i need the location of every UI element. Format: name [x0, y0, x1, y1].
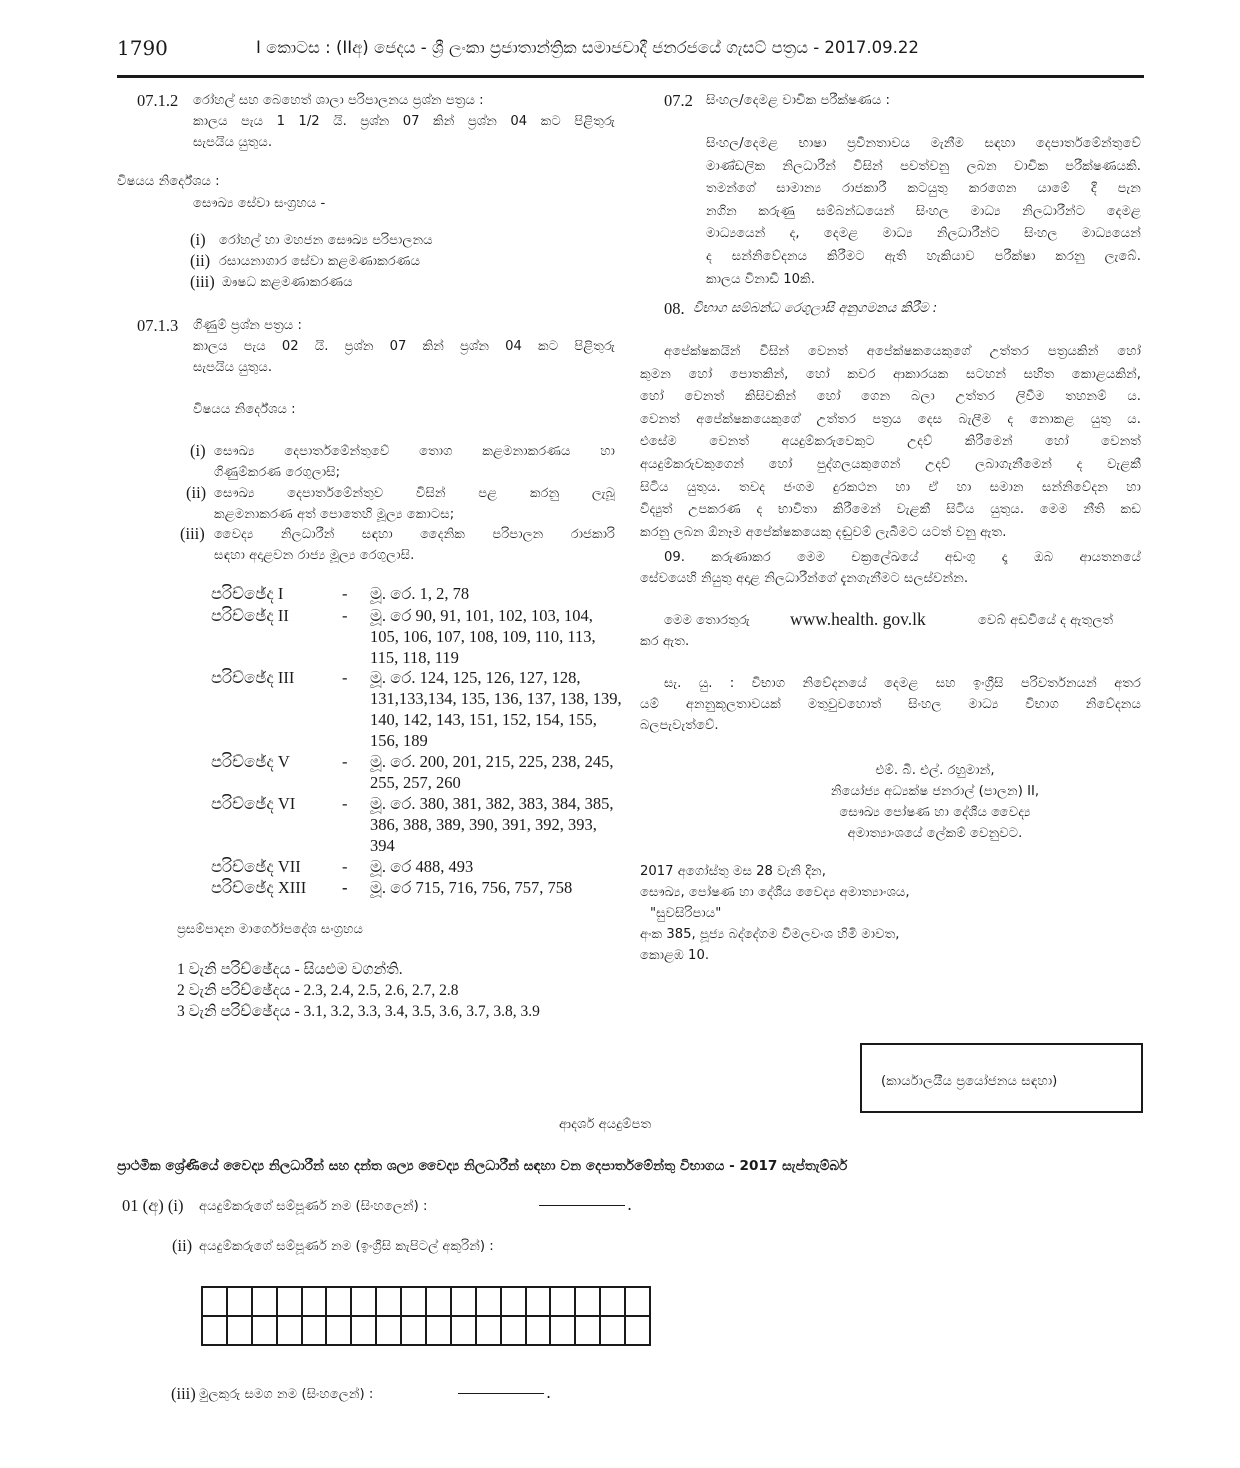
question-label: අයදුම්කරුගේ සම්පූර්ණ නම (සිංහලෙන්) : — [199, 1199, 428, 1214]
chapter-rules: 156, 189 — [370, 731, 428, 750]
address-line: 2017 අගෝස්තු මස 28 වැනි දින, — [640, 864, 826, 879]
syllabus-heading: විෂයය නිර්දේශය : — [117, 174, 220, 189]
question-number: (iii) — [171, 1384, 196, 1403]
procurement-line: 2 වැනි පරිච්ඡේදය - 2.3, 2.4, 2.5, 2.6, 2.7, 2.8 — [177, 982, 459, 999]
section-title: රෝහල් සහ බෙහෙත් ශාලා පරිපාලනය ප්‍රශ්න පත්‍රය : — [193, 93, 484, 108]
item-number: (iii) — [180, 524, 205, 543]
letter-cell[interactable] — [501, 1287, 526, 1316]
section-number: 07.1.3 — [137, 316, 179, 335]
letter-cell[interactable] — [202, 1287, 227, 1316]
website-url: www.health. gov.lk — [790, 609, 926, 629]
chapter-label: පරිච්ඡේද VII — [211, 857, 301, 876]
grid-row — [202, 1287, 650, 1316]
office-use-label: (කාර්යාලයීය ප්‍රයෝජනය සඳහා) — [881, 1074, 1058, 1089]
page-number: 1790 — [117, 36, 168, 60]
chapter-rules: මූ. රෙ. 200, 201, 215, 225, 238, 245, — [370, 752, 614, 771]
paragraph-line: වෙනත් අපේක්ෂකයෙකුගේ උත්තර පත්‍රය දෙස බැලීම ද නොකළ යුතු ය. — [640, 411, 1141, 427]
letter-cell[interactable] — [326, 1316, 351, 1345]
question-label: මුලකුරු සමග නම (සිංහලෙන්) : — [199, 1387, 374, 1402]
paragraph-line: කාලය විනාඩි 10කි. — [706, 271, 815, 287]
section-paragraph — [706, 133, 1141, 291]
capital-letters-grid[interactable] — [201, 1286, 651, 1346]
chapter-label: පරිච්ඡේද VI — [211, 794, 296, 813]
letter-cell[interactable] — [277, 1287, 302, 1316]
web-text-pre: මෙම තොරතුරු — [664, 613, 750, 628]
note-line: බලපැවැත්වේ. — [640, 718, 719, 733]
letter-cell[interactable] — [277, 1316, 302, 1345]
chapter-rules: 394 — [370, 836, 395, 855]
chapter-rules: 140, 142, 143, 151, 152, 154, 155, — [370, 710, 597, 729]
letter-cell[interactable] — [227, 1316, 252, 1345]
address-line: සෞඛ්‍ය, පෝෂණ හා දේශීය වෛද්‍ය අමාත්‍යාංශය, — [640, 885, 910, 900]
paragraph-line: ද සන්නිවේදනය කිරීමට ඇති හැකියාව පරීක්ෂා කරනු ලැබේ. — [706, 248, 1141, 264]
item-text: කළමනාකරණ අත් පොතෙහි මූල්‍ය කොටස; — [214, 507, 455, 522]
chapter-rules: මූ. රෙ 90, 91, 101, 102, 103, 104, — [370, 606, 593, 625]
paragraph-line: අපේක්ෂකයින් විසින් වෙනත් අපේක්ෂකයෙකුගේ උත්තර පත්‍රයකින් හෝ — [664, 344, 1141, 359]
letter-cell[interactable] — [600, 1316, 625, 1345]
signature-block — [790, 760, 1080, 844]
letter-cell[interactable] — [526, 1316, 551, 1345]
grid-row — [202, 1316, 650, 1345]
section-paragraph — [640, 341, 1141, 544]
letter-cell[interactable] — [600, 1287, 625, 1316]
section-number: 08. — [664, 299, 685, 318]
letter-cell[interactable] — [376, 1316, 401, 1345]
paragraph-line: කරනු ලබන ඕනෑම අපේක්ෂකයෙකු දඬුවම් ලැබීමට යටත් වනු ඇත. — [640, 524, 1007, 540]
item-number: (iii) — [190, 272, 215, 291]
answer-blank[interactable]: . — [456, 1383, 551, 1402]
address-line: කොළඹ 10. — [640, 948, 710, 963]
paragraph-line: විද්‍යුත් උපකරණ ද භාවිතා කිරීමෙන් වැළකී සිටිය යුතුය. මෙම නීති කඩ — [640, 502, 1141, 518]
letter-cell[interactable] — [202, 1316, 227, 1345]
letter-cell[interactable] — [426, 1316, 451, 1345]
letter-cell[interactable] — [401, 1287, 426, 1316]
letter-cell[interactable] — [326, 1287, 351, 1316]
item-text: ඖෂධ කළමණාකරණය — [222, 275, 353, 290]
paragraph-line: මාණ්ඩලික නිලධාරීන් විසින් පවත්වනු ලබන වාචික පරීක්ෂණයකි. — [706, 158, 1141, 174]
paragraph-line: සිංහල/දෙමළ භාෂා ප්‍රවීනතාවය මැනීම සඳහා දෙපාර්තමේන්තුවේ — [706, 136, 1141, 151]
chapter-rules: 131,133,134, 135, 136, 137, 138, 139, — [370, 689, 622, 708]
paragraph-line: හෝ වෙනත් කිසිවකින් හෝ ගෙන බලා උත්තර ලිවීම තහනම් ය. — [640, 389, 1141, 405]
letter-cell[interactable] — [252, 1287, 277, 1316]
section-text: සේවයෙහි නියුතු අදාළ නිලධාරීන්ගේ දැනගැනීමට සලස්වන්න. — [640, 571, 969, 586]
web-text-post: වෙබ් අඩවියේ ද ඇතුලත් — [978, 613, 1114, 628]
letter-cell[interactable] — [550, 1287, 575, 1316]
letter-cell[interactable] — [302, 1287, 327, 1316]
item-text: සෞඛ්‍ය දෙපාර්තමේන්තුව විසින් පළ කරනු ලැබූ — [214, 486, 615, 501]
chapter-dash: - — [342, 878, 348, 897]
web-text-line2: කර ඇත. — [640, 634, 690, 649]
paragraph-line: සිටිය යුතුය. තවද ජංගම දුරකථන හා ඒ හා සමාන සන්නිවේදන හා — [640, 479, 1141, 495]
chapter-label: පරිච්ඡේද XIII — [211, 878, 307, 897]
paragraph-line: මාධ්‍යයෙන් ද, දෙමළ මාධ්‍ය නිලධාරීන්ට සිංහල මාධ්‍යයෙන් — [706, 226, 1141, 242]
letter-cell[interactable] — [451, 1316, 476, 1345]
chapter-rules: මූ. රෙ. 124, 125, 126, 127, 128, — [370, 668, 581, 687]
letter-cell[interactable] — [351, 1316, 376, 1345]
item-text: වෛද්‍ය නිලධාරීන් සඳහා දෛනික පරිපාලන රාජකාරි — [214, 527, 615, 542]
item-number: (ii) — [186, 483, 207, 502]
section-text: සැපයිය යුතුය. — [193, 360, 273, 375]
letter-cell[interactable] — [451, 1287, 476, 1316]
chapter-dash: - — [342, 584, 348, 603]
chapter-label: පරිච්ඡේද V — [211, 752, 290, 771]
question-number: (ii) — [172, 1236, 193, 1255]
section-text: 09. කරුණාකර මෙම චක්‍රලේඛයේ අඩංගු දෑ ඔබ ආයතනයේ — [664, 550, 1141, 565]
chapter-rules: 255, 257, 260 — [370, 773, 461, 792]
signatory-title: නියෝජ්‍ය අධ්‍යක්ෂ ජනරාල් (පාලන) II, — [830, 784, 1040, 799]
signatory-name: එම්. බී. එල්. රහුමාන්, — [875, 763, 995, 778]
section-text: සැපයිය යුතුය. — [193, 135, 273, 150]
letter-cell[interactable] — [426, 1287, 451, 1316]
form-title: ආදර්ශ අයදුම්පත — [559, 1117, 652, 1132]
question-label: අයදුම්කරුගේ සම්පූර්ණ නම (ඉංග්‍රීසි කැපිටල් අකුරින්) : — [199, 1239, 494, 1254]
letter-cell[interactable] — [526, 1287, 551, 1316]
letter-cell[interactable] — [227, 1287, 252, 1316]
item-text: සඳහා අදාළවන රාජ්‍ය මූල්‍ය රෙගුලාසි. — [214, 548, 415, 563]
letter-cell[interactable] — [351, 1287, 376, 1316]
item-text: සෞඛ්‍ය දෙපාර්තමේන්තුවේ තොග කළමනාකරණය හා — [214, 444, 615, 459]
letter-cell[interactable] — [501, 1316, 526, 1345]
letter-cell[interactable] — [550, 1316, 575, 1345]
note-line: යම් අනනුකූලතාවයක් මතුවුවහොත් සිංහල මාධ්‍ය විභාග නිවේදනය — [640, 697, 1141, 712]
chapter-dash: - — [342, 794, 348, 813]
item-number: (i) — [190, 230, 206, 249]
chapter-dash: - — [342, 857, 348, 876]
chapter-rules: මූ. රෙ. 380, 381, 382, 383, 384, 385, — [370, 794, 614, 813]
chapter-label: පරිච්ඡේද II — [211, 606, 289, 625]
item-text: රෝහල් හා මහජන සෞඛ්‍ය පරිපාලනය — [219, 233, 433, 248]
letter-cell[interactable] — [575, 1287, 600, 1316]
item-text: ගිණුම්කරණ රෙගුලාසි; — [214, 465, 341, 480]
note-line: සැ. යු. : විභාග නිවේදනයේ දෙමළ සහ ඉංග්‍රීසි පරිවර්තනයන් අතර — [664, 676, 1141, 691]
letter-cell[interactable] — [302, 1316, 327, 1345]
procurement-heading: ප්‍රසම්පාදන මාර්ගෝපදේශ සංග්‍රහය — [177, 922, 363, 937]
chapter-rules: 105, 106, 107, 108, 109, 110, 113, — [370, 627, 596, 646]
letter-cell[interactable] — [476, 1287, 501, 1316]
item-text: රසායනාගාර සේවා කළමණාකරණය — [219, 254, 421, 269]
signatory-ministry: සෞඛ්‍ය පෝෂණ හා දේශීය වෛද්‍ය — [839, 805, 1031, 820]
section-title: සිංහල/දෙමළ වාචික පරීක්ෂණය : — [706, 93, 890, 108]
question-number: 01 (අ) (i) — [122, 1196, 184, 1215]
paragraph-line: තමන්ගේ සාමාන්‍ය රාජකාරී කටයුතු කරගෙන යාමේ දී පැන — [706, 181, 1141, 197]
office-use-box — [860, 1043, 1143, 1113]
paragraph-line: කුමන හෝ පොතකින්, හෝ කවර ආකාරයක සටහන් සහිත කොළයකින්, — [640, 366, 1141, 382]
chapter-label: පරිච්ඡේද I — [211, 584, 284, 603]
letter-cell[interactable] — [401, 1316, 426, 1345]
section-text: කාලය පැය 1 1/2 යි. ප්‍රශ්න 07 කින් ප්‍රශ්න 04 කට පිළිතුරු — [193, 114, 615, 129]
exam-title: ප්‍රාථමික ශ්‍රේණියේ වෛද්‍ය නිලධාරීන් සහ දන්ත ශල්‍ය වෛද්‍ය නිලධාරීන් සඳහා වන දෙපාර්තමේන්තු විභාගය - 2017 සැප්තැම්බර් — [117, 1158, 848, 1174]
header-rule — [117, 75, 1144, 78]
chapter-rules: මූ. රෙ 488, 493 — [370, 857, 474, 876]
chapter-dash: - — [342, 752, 348, 771]
paragraph-line: එසේම වෙනත් අයදුම්කරුවෙකුට උදව් කිරීමෙන් හෝ වෙනත් — [640, 434, 1141, 450]
chapter-rules: 386, 388, 389, 390, 391, 392, 393, — [370, 815, 597, 834]
letter-cell[interactable] — [476, 1316, 501, 1345]
section-number: 07.1.2 — [137, 91, 179, 110]
address-line: අංක 385, පූජ්‍ය බද්දේගම විමලවංශ හිමි මාවත, — [640, 927, 900, 942]
paragraph-line: අයදුම්කරුවකුගෙන් හෝ පුද්ගලයකුගෙන් උදව් ලබාගැනීමෙන් ද වැළකී — [640, 456, 1141, 472]
letter-cell[interactable] — [625, 1287, 650, 1316]
chapter-rules: මූ. රෙ 715, 716, 756, 757, 758 — [370, 878, 573, 897]
paragraph-line: නගින කරුණු සම්බන්ධයෙන් සිංහල මාධ්‍ය නිලධාරීන්ට දෙමළ — [706, 203, 1141, 219]
procurement-line: 3 වැනි පරිච්ඡේදය - 3.1, 3.2, 3.3, 3.4, 3.5, 3.6, 3.7, 3.8, 3.9 — [177, 1003, 540, 1020]
letter-cell[interactable] — [625, 1316, 650, 1345]
chapter-label: පරිච්ඡේද III — [211, 668, 295, 687]
item-number: (i) — [190, 441, 206, 460]
gazette-header-title: I කොටස : (IIඅ) ජෙදය - ශ්‍රී ලංකා ප්‍රජාතාන්ත්‍රික සමාජවාදී ජනරජයේ ගැසට් පත්‍රය - 2017.09.22 — [256, 38, 919, 57]
chapter-dash: - — [342, 606, 348, 625]
chapter-rules: 115, 118, 119 — [370, 648, 459, 667]
section-title: ගිණුම් ප්‍රශ්න පත්‍රය : — [193, 318, 302, 333]
syllabus-sub: සෞඛ්‍ය සේවා සංග්‍රහය - — [193, 196, 326, 211]
letter-cell[interactable] — [376, 1287, 401, 1316]
chapter-rules: මූ. රෙ. 1, 2, 78 — [370, 584, 470, 603]
section-title: විභාග සම්බන්ධ රෙගුලාසි අනුගමනය කිරීම : — [693, 301, 938, 316]
section-number: 07.2 — [664, 91, 693, 110]
procurement-line: 1 වැනි පරිච්ඡේදය - සියළුම වගන්ති. — [177, 961, 403, 978]
answer-blank[interactable]: . — [537, 1195, 632, 1214]
syllabus-heading: විෂයය නිර්දේශය : — [193, 402, 296, 417]
letter-cell[interactable] — [575, 1316, 600, 1345]
address-line: "සුවසිරිපාය" — [650, 906, 722, 921]
chapter-dash: - — [342, 668, 348, 687]
signatory-for: අමාත්‍යාංශයේ ලේකම් වෙනුවට. — [847, 826, 1023, 841]
item-number: (ii) — [190, 251, 211, 270]
section-text: කාලය පැය 02 යි. ප්‍රශ්න 07 කින් ප්‍රශ්න 04 කට පිළිතුරු — [193, 339, 615, 354]
letter-cell[interactable] — [252, 1316, 277, 1345]
